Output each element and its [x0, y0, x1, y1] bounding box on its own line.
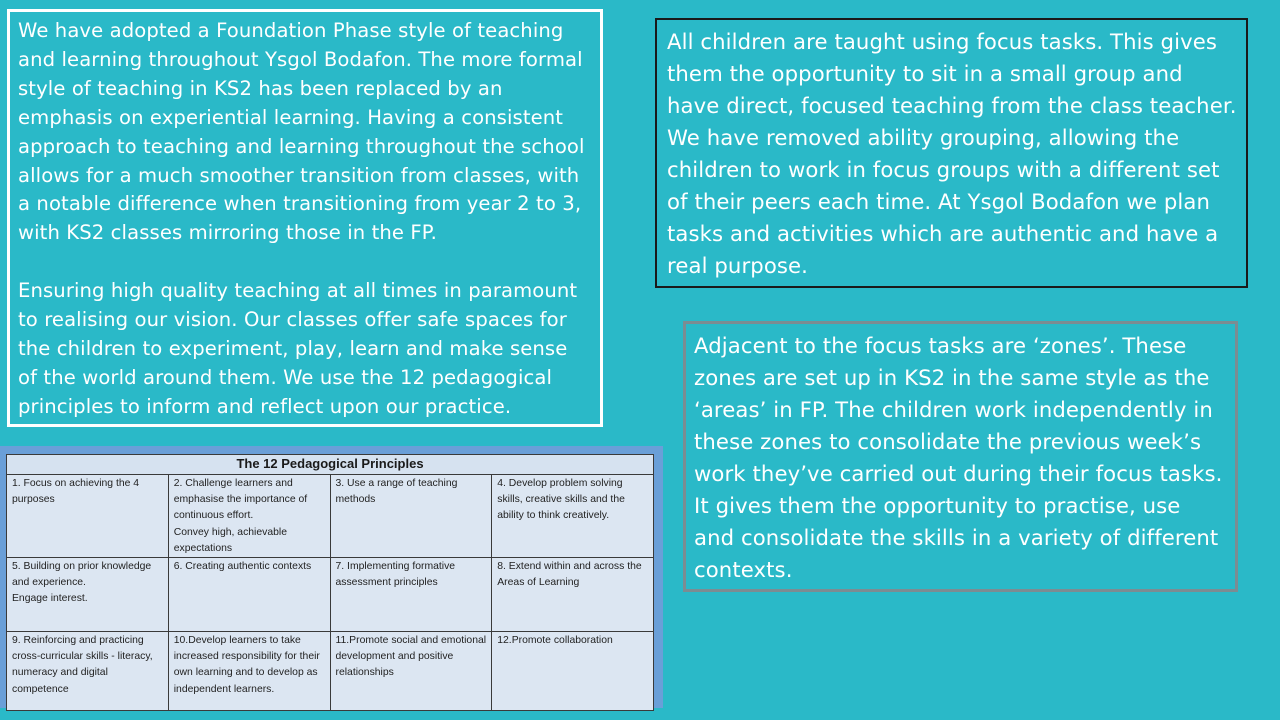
- principles-table-title: The 12 Pedagogical Principles: [7, 455, 654, 475]
- table-cell: 1. Focus on achieving the 4 purposes: [7, 475, 169, 558]
- table-cell: 4. Develop problem solving skills, creative skills and the ability to think creatively.: [492, 475, 654, 558]
- table-cell: 12.Promote collaboration: [492, 632, 654, 711]
- table-cell: 10.Develop learners to take increased responsibility for their own learning and to develop as independent learners.: [168, 632, 330, 711]
- table-cell: 5. Building on prior knowledge and experience. Engage interest.: [7, 558, 169, 632]
- table-row: [7, 475, 654, 558]
- table-cell: 6. Creating authentic contexts: [168, 558, 330, 632]
- table-cell: 8. Extend within and across the Areas of Learning: [492, 558, 654, 632]
- principles-table-frame: [0, 446, 663, 708]
- table-cell: 3. Use a range of teaching methods: [330, 475, 492, 558]
- focus-tasks-paragraph: All children are taught using focus tasks. This gives them the opportunity to sit in a small group and have direct, focused teaching from the class teacher. We have removed ability grouping, allowing the children to work in focus groups with a different set of their peers each time. At Ysgol Bodafon we plan tasks and activities which are authentic and have a real purpose.: [667, 29, 1237, 278]
- intro-paragraph-2: Ensuring high quality teaching at all times in paramount to realising our vision. Our classes offer safe spaces for the children to experiment, play, learn and make sense of the world around them. We use the 12 pedagogical principles to inform and reflect upon our practice.: [18, 279, 578, 418]
- table-row: [7, 632, 654, 711]
- table-cell: 7. Implementing formative assessment principles: [330, 558, 492, 632]
- intro-text-box: [7, 9, 603, 427]
- focus-tasks-text-box: [655, 18, 1248, 288]
- table-cell: 9. Reinforcing and practicing cross-curricular skills - literacy, numeracy and digital competence: [7, 632, 169, 711]
- table-cell: 2. Challenge learners and emphasise the importance of continuous effort. Convey high, achievable expectations: [168, 475, 330, 558]
- zones-paragraph: Adjacent to the focus tasks are ‘zones’. These zones are set up in KS2 in the same style as the ‘areas’ in FP. The children work independently in these zones to consolidate the previous week’s work they’ve carried out during their focus tasks. It gives them the opportunity to practise, use and consolidate the skills in a variety of different contexts.: [694, 333, 1223, 582]
- table-cell: 11.Promote social and emotional development and positive relationships: [330, 632, 492, 711]
- principles-table: [6, 454, 654, 711]
- zones-text-box: [683, 321, 1238, 592]
- intro-paragraph-1: We have adopted a Foundation Phase style of teaching and learning throughout Ysgol Bodafon. The more formal style of teaching in KS2 has been replaced by an emphasis on experiential learning. Having a consistent approach to teaching and learning throughout the school allows for a much smoother transition from classes, with a notable difference when transitioning from year 2 to 3, with KS2 classes mirroring those in the FP.: [18, 19, 585, 245]
- table-row: [7, 558, 654, 632]
